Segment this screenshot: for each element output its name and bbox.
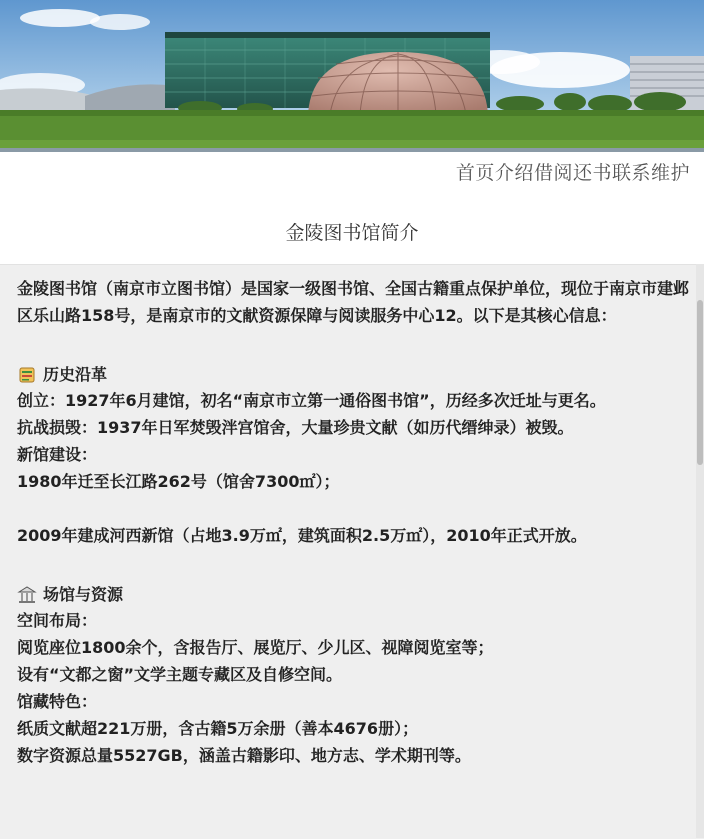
venue-line-special-area: 设有“文都之窗”文学主题专藏区及自修空间。	[17, 665, 343, 684]
nav-item-return[interactable]: 还书	[572, 162, 612, 184]
venue-line-layout-label: 空间布局：	[17, 611, 98, 630]
nav-item-maintenance[interactable]: 维护	[650, 162, 690, 184]
nav-item-contact[interactable]: 联系	[611, 162, 651, 184]
intro-text-body	[17, 275, 692, 769]
venue-line-digital-resources: 数字资源总量5527GB，涵盖古籍影印、地方志、学术期刊等。	[17, 746, 471, 765]
nav-item-intro[interactable]: 介绍	[494, 162, 534, 184]
intro-content-panel	[0, 264, 704, 839]
nav-item-home[interactable]: 首页	[455, 162, 495, 184]
history-line-2009: 2009年建成河西新馆（占地3.9万㎡，建筑面积2.5万㎡），2010年正式开放。	[17, 526, 587, 545]
history-line-new-building: 新馆建设：	[17, 445, 98, 464]
section-heading-venue	[17, 582, 692, 607]
top-nav	[456, 158, 690, 185]
section-title-history: 历史沿革	[43, 365, 108, 384]
venue-line-seats: 阅览座位1800余个，含报告厅、展览厅、少儿区、视障阅览室等；	[17, 638, 494, 657]
venue-line-paper-collection: 纸质文献超221万册，含古籍5万余册（善本4676册）；	[17, 719, 419, 738]
scroll-icon	[17, 365, 37, 385]
library-banner-image	[0, 0, 704, 152]
section-title-venue: 场馆与资源	[43, 585, 124, 604]
nav-item-borrow[interactable]: 借阅	[533, 162, 573, 184]
venue-line-collection-label: 馆藏特色：	[17, 692, 98, 711]
intro-paragraph: 金陵图书馆（南京市立图书馆）是国家一级图书馆、全国古籍重点保护单位，现位于南京市建邺区乐山路158号，是南京市的文献资源保障与阅读服务中心12。以下是其核心信息：	[17, 279, 690, 325]
history-line-1980: 1980年迁至长江路262号（馆舍7300㎡）；	[17, 472, 340, 491]
history-line-war-damage: 抗战损毁：1937年日军焚毁泮宫馆舍，大量珍贵文献（如历代缙绅录）被毁。	[17, 418, 574, 437]
content-scroll-thumb[interactable]	[697, 300, 703, 465]
section-heading-history	[17, 362, 692, 387]
page-title: 金陵图书馆简介	[285, 222, 419, 244]
history-line-founding: 创立：1927年6月建馆，初名“南京市立第一通俗图书馆”，历经多次迁址与更名。	[17, 391, 606, 410]
museum-icon	[17, 585, 37, 605]
